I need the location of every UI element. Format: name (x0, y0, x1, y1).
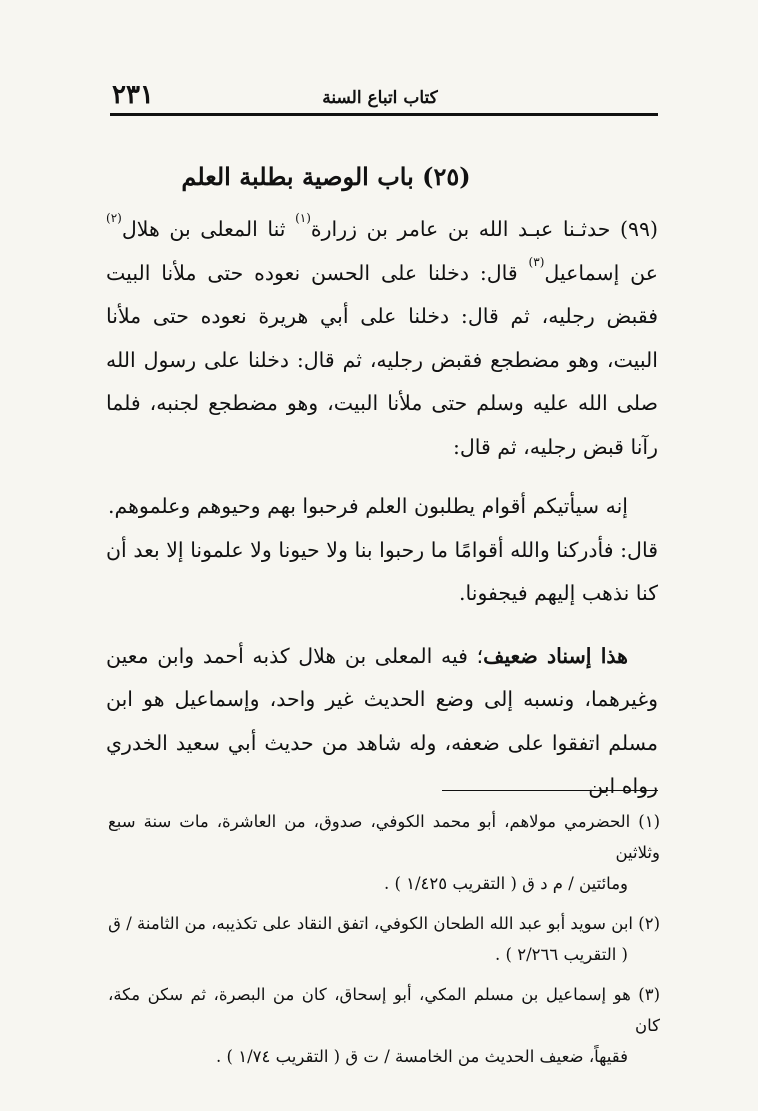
footnote-ref-2: (٢) (106, 211, 122, 225)
hadith-quote: إنه سيأتيكم أقوام يطلبون العلم فرحبوا بهم وحيوهم وعلموهم. (107, 494, 628, 518)
commentary-text: ؛ فيه المعلى بن هلال كذبه أحمد وابن معين وغيرهما، ونسبه إلى وضع الحديث غير واحد، وإسماعيل هو ابن مسلم اتفقوا على ضعفه، وله شاهد من حديث أبي سعيد الخدري رواه ابن (106, 643, 658, 798)
footnotes (108, 806, 660, 1081)
hadith-paragraph (106, 208, 658, 469)
running-title: كتاب اتباع السنة (322, 88, 438, 108)
footnote-3 (108, 979, 660, 1072)
chapter-heading: (٢٥) باب الوصية بطلبة العلم (181, 162, 471, 191)
page-number: ٢٣١ (112, 80, 154, 110)
footnote-ref-1: (١) (295, 211, 311, 225)
header-rule (110, 113, 658, 116)
footnote-1-line2: ومائتين / م د ق ( التقريب ١/٤٢٥ ) . (383, 874, 628, 893)
footnote-2-line2: ( التقريب ٢/٢٦٦ ) . (495, 945, 628, 964)
footnote-2-line1: (٢) ابن سويد أبو عبد الله الطحان الكوفي، اتفق النقاد على تكذيبه، من الثامنة / ق (108, 914, 660, 933)
footnote-2 (108, 908, 660, 970)
commentary-paragraph (106, 635, 658, 809)
hadith-part-2: عن إسماعيل (544, 260, 658, 285)
footnote-rule (442, 790, 658, 791)
commentary-verdict: هذا إسناد ضعيف (483, 643, 628, 668)
footnote-1-line1: (١) الحضرمي مولاهم، أبو محمد الكوفي، صدوق، من العاشرة، مات سنة سبع وثلاثين (108, 812, 660, 862)
footnote-3-line2: فقيهاً، ضعيف الحديث من الخامسة / ت ق ( التقريب ١/٧٤ ) . (216, 1047, 628, 1066)
hadith-part-3: قال: دخلنا على الحسن نعوده حتى ملأنا البيت فقبض رجليه، ثم قال: دخلنا على أبي هريرة نعوده حتى ملأنا البيت، وهو مضطجع فقبض رجليه، ثم قال: دخلنا على رسول الله صلى الله عليه وسلم حتى ملأنا البيت، وهو مضطجع لجنبه، فلما رآنا قبض رجليه، ثم قال: (106, 260, 658, 459)
footnote-3-line1: (٣) هو إسماعيل بن مسلم المكي، أبو إسحاق، كان من البصرة، ثم سكن مكة، كان (108, 985, 660, 1035)
hadith-after: قال: فأدركنا والله أقوامًا ما رحبوا بنا ولا حيونا ولا علمونا إلا بعد أن كنا نذهب إليهم فيجفونا. (106, 537, 658, 605)
footnote-ref-3: (٣) (528, 254, 545, 269)
main-text (106, 208, 658, 809)
footnote-1 (108, 806, 660, 899)
hadith-part-1: ثنا المعلى بن هلال (121, 217, 296, 241)
hadith-lead: (٩٩) حدثـنا عبـد الله بن عامر بن زرارة (310, 217, 658, 241)
